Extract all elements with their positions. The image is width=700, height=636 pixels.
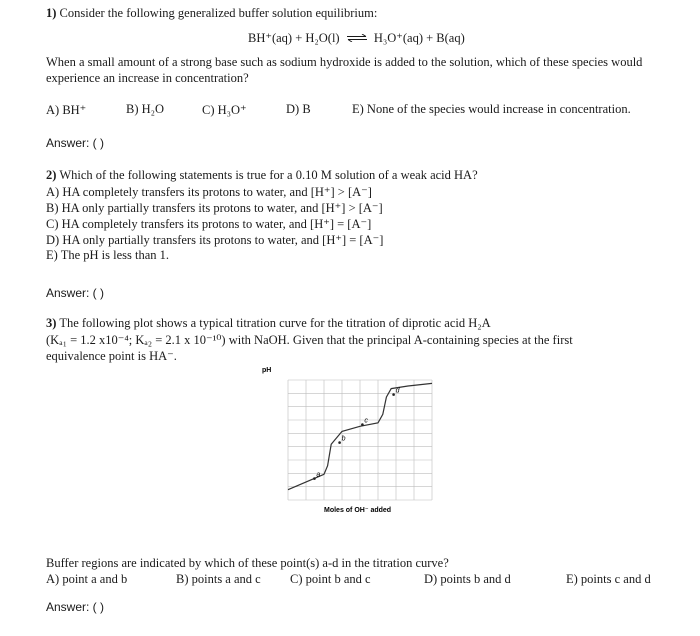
question-prompt: Which of the following statements is true for a 0.10 M solution of a weak acid HA?	[59, 168, 478, 182]
question-number: 3)	[46, 316, 57, 330]
point-d-marker	[392, 393, 395, 396]
question-prompt: The following plot shows a typical titration curve for the titration of diprotic acid H₂A	[59, 316, 491, 330]
option-a[interactable]: A) BH⁺	[46, 103, 87, 117]
option-e[interactable]: E) points c and d	[566, 572, 651, 586]
chart-grid	[288, 380, 432, 500]
point-b-marker	[338, 441, 341, 444]
option-b[interactable]: B) H₂O	[126, 102, 165, 116]
y-axis-label: pH	[262, 367, 272, 374]
option-e[interactable]: E) The pH is less than 1.	[46, 248, 170, 262]
equilibrium-equation	[248, 30, 465, 46]
titration-curve-chart	[262, 364, 462, 514]
point-a-label: a	[316, 471, 321, 479]
question-number: 2)	[46, 168, 57, 182]
x-axis-label: Moles of OH⁻ added	[324, 507, 392, 514]
option-d[interactable]: D) B	[286, 102, 311, 116]
question-3-heading	[46, 316, 491, 331]
point-c-marker	[361, 423, 364, 426]
option-b[interactable]: B) points a and c	[176, 572, 261, 586]
point-d-label: d	[395, 387, 400, 395]
point-a-marker	[313, 477, 316, 480]
equation-right: H₃O⁺(aq) + B(aq)	[373, 31, 465, 45]
option-d[interactable]: D) points b and d	[424, 572, 511, 586]
option-e[interactable]: E) None of the species would increase in concentration.	[352, 102, 631, 116]
question-1-heading	[46, 6, 377, 21]
question-3-question: Buffer regions are indicated by which of these point(s) a-d in the titration curve?	[46, 556, 449, 570]
curve-points	[313, 388, 401, 480]
question-prompt: Consider the following generalized buffer solution equilibrium:	[59, 6, 378, 20]
question-number: 1)	[46, 6, 57, 20]
equilibrium-arrow-icon	[346, 34, 368, 42]
option-c[interactable]: C) H₃O⁺	[202, 103, 247, 117]
option-a[interactable]: A) point a and b	[46, 572, 128, 586]
point-b-label: b	[341, 435, 346, 443]
option-c[interactable]: C) point b and c	[290, 572, 371, 586]
answer-field-1[interactable]: Answer: ( )	[46, 136, 105, 150]
question-1-body: When a small amount of a strong base such as sodium hydroxide is added to the solution, which of these species would experience an increase in concentration?	[46, 55, 643, 85]
point-c-label: c	[364, 417, 368, 425]
equation-left: BH⁺(aq) + H₂O(l)	[248, 31, 340, 45]
question-3-constants: (Kₐ₁ = 1.2 x10⁻⁴; Kₐ₂ = 2.1 x 10⁻¹⁰) with NaOH. Given that the principal A-containing species at the first	[46, 333, 573, 347]
question-2-heading	[46, 168, 478, 183]
option-a[interactable]: A) HA completely transfers its protons to water, and [H⁺] > [A⁻]	[46, 185, 372, 199]
answer-field-2[interactable]: Answer: ( )	[46, 286, 105, 300]
question-3-context: equivalence point is HA⁻.	[46, 349, 177, 363]
option-d[interactable]: D) HA only partially transfers its protons to water, and [H⁺] = [A⁻]	[46, 233, 384, 247]
option-c[interactable]: C) HA completely transfers its protons to water, and [H⁺] = [A⁻]	[46, 217, 372, 231]
option-b[interactable]: B) HA only partially transfers its protons to water, and [H⁺] > [A⁻]	[46, 201, 383, 215]
answer-field-3[interactable]: Answer: ( )	[46, 600, 105, 614]
